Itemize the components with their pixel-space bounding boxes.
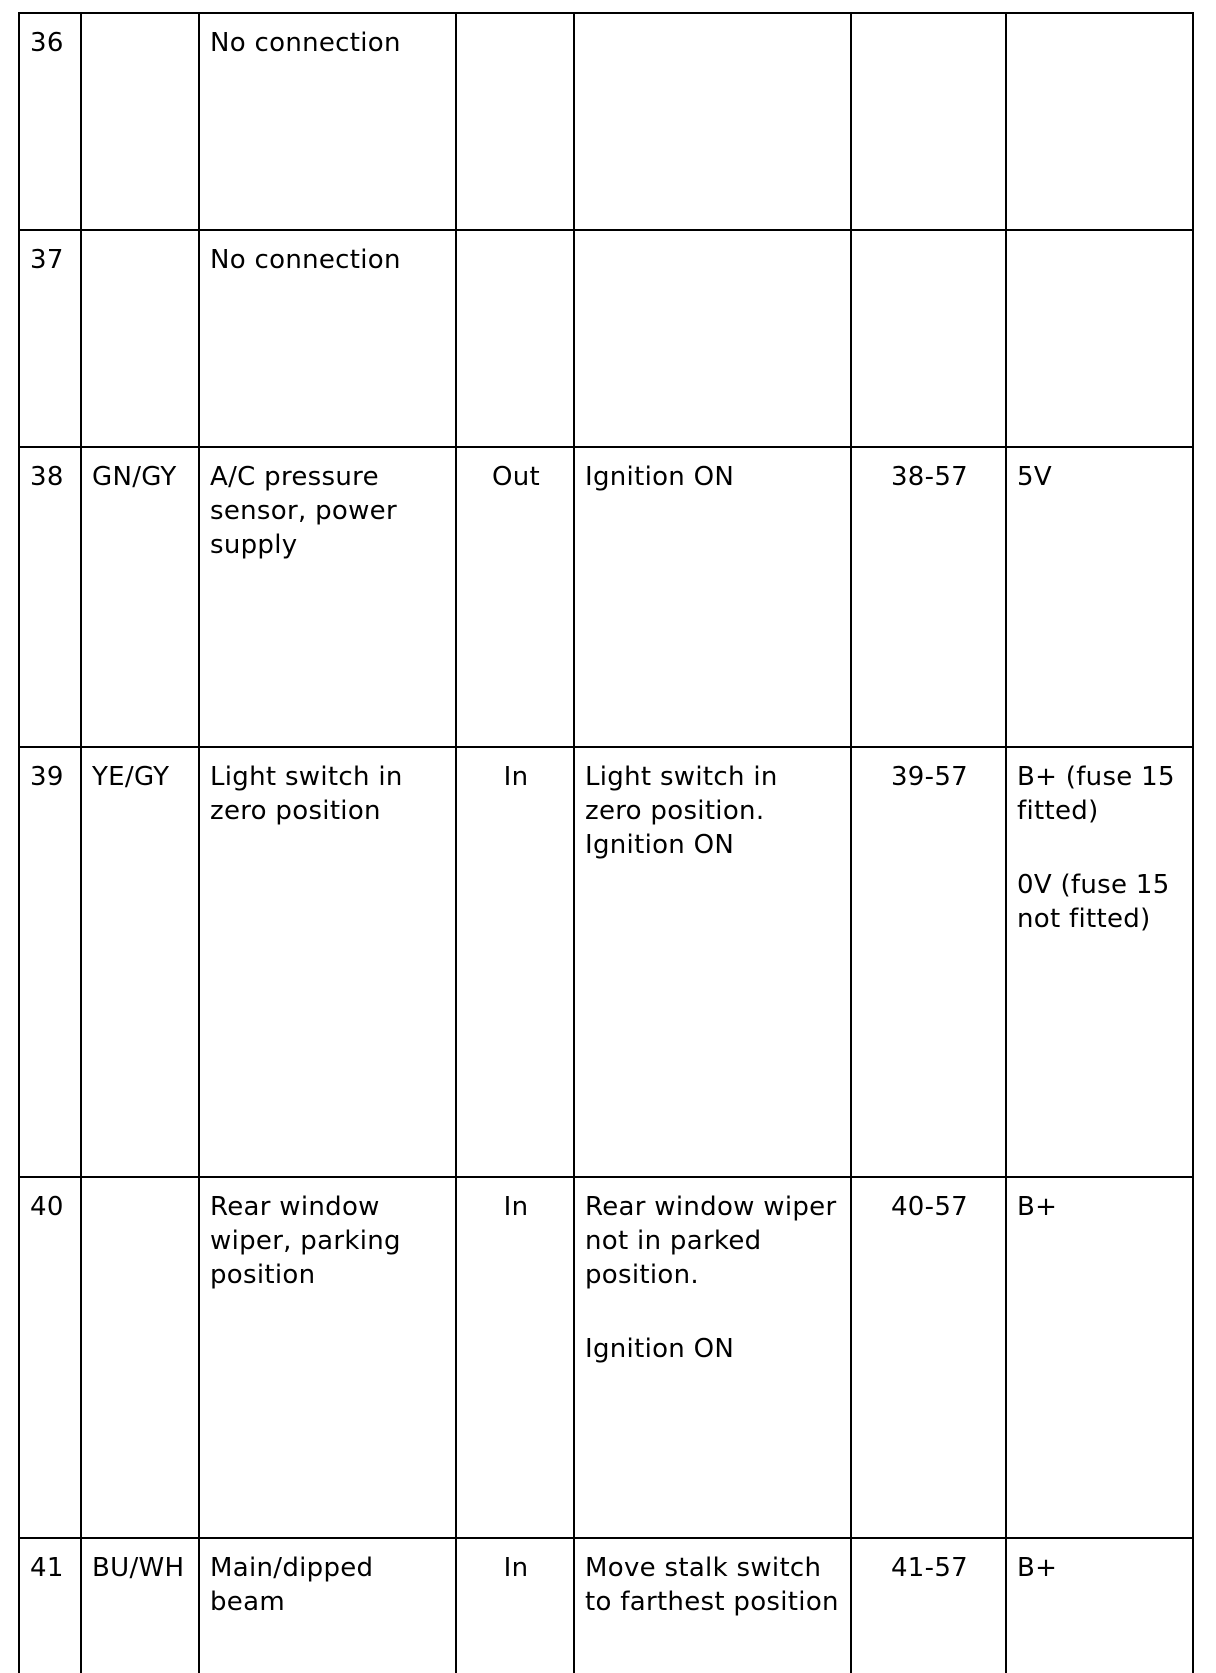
value-text: 5V [1017, 462, 1052, 492]
nominal-value [1006, 1538, 1193, 1673]
table-row [19, 747, 1193, 1177]
nominal-value [1006, 230, 1193, 447]
pin-description: Rear window wiper, parking position [199, 1177, 456, 1538]
measure-between: 39-57 [851, 747, 1006, 1177]
signal-direction: In [456, 747, 574, 1177]
nominal-value [1006, 747, 1193, 1177]
pin-number: 38 [19, 447, 81, 747]
table-row [19, 13, 1193, 230]
pin-description: A/C pressure sensor, power supply [199, 447, 456, 747]
table-row [19, 447, 1193, 747]
condition-text: Light switch in zero position. Ignition ON [585, 762, 778, 860]
pin-description: Main/dipped beam [199, 1538, 456, 1673]
pin-assignment-table [18, 12, 1194, 1673]
pin-number: 37 [19, 230, 81, 447]
condition-text: Ignition ON [585, 462, 735, 492]
signal-direction: In [456, 1177, 574, 1538]
test-condition [574, 1177, 851, 1538]
pin-number: 36 [19, 13, 81, 230]
pin-description: No connection [199, 230, 456, 447]
nominal-value [1006, 1177, 1193, 1538]
signal-direction: In [456, 1538, 574, 1673]
table-row [19, 1177, 1193, 1538]
test-condition [574, 447, 851, 747]
wire-color [81, 230, 199, 447]
value-text: B+ (fuse 15 fitted) [1017, 762, 1175, 826]
test-condition [574, 1538, 851, 1673]
signal-direction [456, 13, 574, 230]
nominal-value [1006, 447, 1193, 747]
wire-color: GN/GY [81, 447, 199, 747]
wire-color: YE/GY [81, 747, 199, 1177]
nominal-value [1006, 13, 1193, 230]
pin-number: 40 [19, 1177, 81, 1538]
test-condition [574, 747, 851, 1177]
table-row [19, 230, 1193, 447]
pin-description: No connection [199, 13, 456, 230]
value-text: B+ [1017, 1553, 1058, 1583]
value-text-alt: 0V (fuse 15 not fitted) [1017, 870, 1170, 934]
signal-direction [456, 230, 574, 447]
measure-between: 41-57 [851, 1538, 1006, 1673]
test-condition [574, 13, 851, 230]
test-condition [574, 230, 851, 447]
wire-color: BU/WH [81, 1538, 199, 1673]
wire-color [81, 13, 199, 230]
value-text: B+ [1017, 1192, 1058, 1222]
measure-between [851, 230, 1006, 447]
measure-between: 40-57 [851, 1177, 1006, 1538]
measure-between [851, 13, 1006, 230]
wire-color [81, 1177, 199, 1538]
table-row [19, 1538, 1193, 1673]
signal-direction: Out [456, 447, 574, 747]
condition-text: Move stalk switch to farthest position [585, 1553, 839, 1617]
pin-description: Light switch in zero position [199, 747, 456, 1177]
condition-text: Rear window wiper not in parked position. [585, 1192, 837, 1290]
measure-between: 38-57 [851, 447, 1006, 747]
pin-number: 39 [19, 747, 81, 1177]
pin-number: 41 [19, 1538, 81, 1673]
condition-text-alt: Ignition ON [585, 1334, 735, 1364]
